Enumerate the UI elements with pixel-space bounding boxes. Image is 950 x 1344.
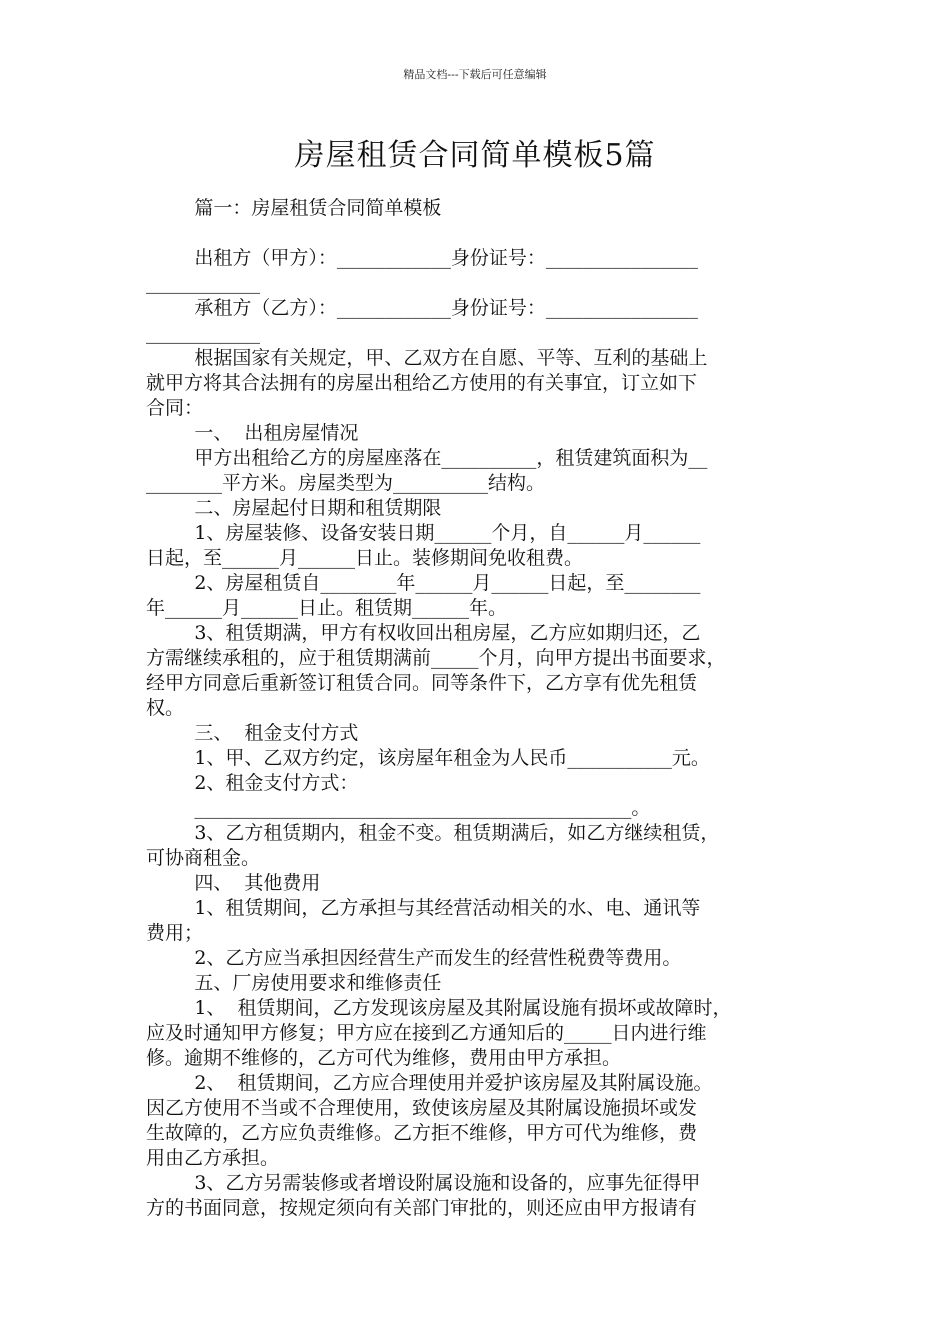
text-line: 1、 租赁期间，乙方发现该房屋及其附属设施有损坏或故障时， xyxy=(146,997,732,1019)
text-line: 2、 租赁期间，乙方应合理使用并爱护该房屋及其附属设施。 xyxy=(146,1072,713,1094)
text-line: 年______月______日止。租赁期______年。 xyxy=(146,597,508,619)
text-line xyxy=(146,221,808,246)
text-line: 修。逾期不维修的，乙方可代为维修，费用由甲方承担。 xyxy=(146,1047,622,1069)
text-line: 1、房屋装修、设备安装日期______个月，自______月______ xyxy=(146,522,701,544)
text-line: 三、 租金支付方式 xyxy=(146,722,359,744)
text-line: 就甲方将其合法拥有的房屋出租给乙方使用的有关事宜，订立如下 xyxy=(146,372,698,394)
text-line: 五、厂房使用要求和维修责任 xyxy=(146,972,442,994)
text-line: 合同： xyxy=(146,397,204,419)
text-line: 承租方（乙方）：____________身份证号：________________ xyxy=(146,297,698,319)
text-line: 2、房屋租赁自________年______月______日起，至________ xyxy=(146,572,701,594)
text-line: 2、乙方应当承担因经营生产而发生的经营性税费等费用。 xyxy=(146,947,682,969)
text-line: 1、租赁期间，乙方承担与其经营活动相关的水、电、通讯等 xyxy=(146,897,701,919)
text-line: 应及时通知甲方修复；甲方应在接到乙方通知后的_____日内进行维 xyxy=(146,1022,707,1044)
text-line: 权。 xyxy=(146,697,185,719)
document-title: 房屋租赁合同简单模板5篇 xyxy=(294,138,656,173)
text-line: ______________________________________________。 xyxy=(146,797,651,819)
text-line: 费用； xyxy=(146,922,204,944)
text-line: 用由乙方承担。 xyxy=(146,1147,280,1169)
text-line: 四、 其他费用 xyxy=(146,872,321,894)
text-line: 生故障的，乙方应负责维修。乙方拒不维修，甲方可代为维修，费 xyxy=(146,1122,698,1144)
text-line: 3、租赁期满，甲方有权收回出租房屋，乙方应如期归还，乙 xyxy=(146,622,701,644)
text-line: 一、 出租房屋情况 xyxy=(146,422,359,444)
document-body xyxy=(146,196,808,1221)
text-line: 日起，至______月______日止。装修期间免收租费。 xyxy=(146,547,584,569)
text-line: 二、房屋起付日期和租赁期限 xyxy=(146,497,442,519)
text-line: ____________ xyxy=(146,272,260,294)
text-line: 3、乙方租赁期内，租金不变。租赁期满后，如乙方继续租赁， xyxy=(146,822,720,844)
text-line: 方的书面同意，按规定须向有关部门审批的，则还应由甲方报请有 xyxy=(146,1197,698,1219)
text-line: 经甲方同意后重新签订租赁合同。同等条件下，乙方享有优先租赁 xyxy=(146,672,698,694)
text-line: 方需继续承租的，应于租赁期满前_____个月，向甲方提出书面要求， xyxy=(146,647,726,669)
text-line: 因乙方使用不当或不合理使用，致使该房屋及其附属设施损坏或发 xyxy=(146,1097,698,1119)
text-line: 可协商租金。 xyxy=(146,847,261,869)
text-line: 篇一：房屋租赁合同简单模板 xyxy=(146,197,442,219)
text-line: ____________ xyxy=(146,322,260,344)
text-line: 3、乙方另需装修或者增设附属设施和设备的，应事先征得甲 xyxy=(146,1172,701,1194)
text-line: 根据国家有关规定，甲、乙双方在自愿、平等、互利的基础上 xyxy=(146,347,708,369)
text-line: 甲方出租给乙方的房屋座落在__________，租赁建筑面积为__ xyxy=(146,447,708,469)
text-line: 出租方（甲方）：____________身份证号：________________ xyxy=(146,247,698,269)
text-line: ________平方米。房屋类型为__________结构。 xyxy=(146,472,546,494)
page-header: 精品文档---下载后可任意编辑 xyxy=(403,68,547,81)
text-line: 1、甲、乙双方约定，该房屋年租金为人民币___________元。 xyxy=(146,747,710,769)
text-line: 2、租金支付方式： xyxy=(146,772,359,794)
